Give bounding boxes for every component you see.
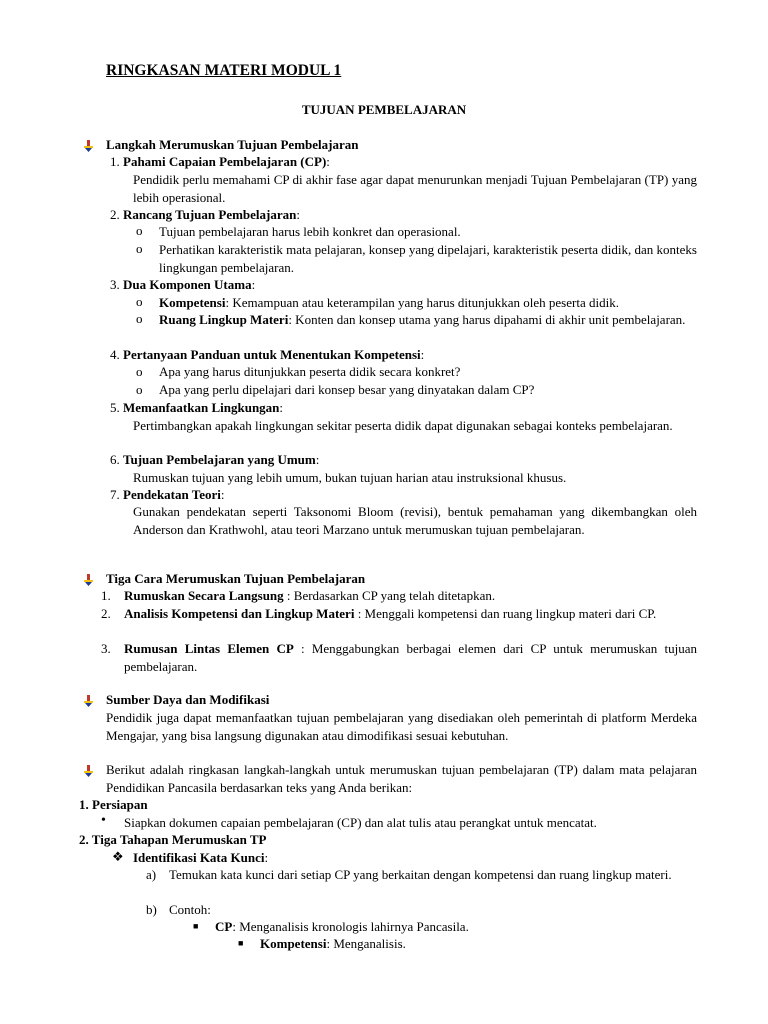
- list-number: 1.: [101, 588, 111, 603]
- list-item-text: Pendidik perlu memahami CP di akhir fase agar dapat menurunkan menjadi Tujuan Pembelajaran (TP) yang lebih operasional.: [133, 172, 697, 205]
- list-item-label: Tujuan Pembelajaran yang Umum: [123, 452, 316, 467]
- part-heading-persiapan: 1. Persiapan: [79, 797, 148, 812]
- section-heading-tiga-cara: Tiga Cara Merumuskan Tujuan Pembelajaran: [106, 571, 366, 586]
- pushpin-arrow-icon: [83, 140, 94, 152]
- circle-bullet: o: [136, 382, 143, 397]
- square-bullet-icon: ■: [238, 938, 244, 948]
- bullet-text: Apa yang perlu dipelajari dari konsep besar yang dinyatakan dalam CP?: [159, 382, 535, 397]
- list-item-label: Dua Komponen Utama: [123, 277, 252, 292]
- list-item-label: Pendekatan Teori: [123, 487, 221, 502]
- list-item: Rumuskan Secara Langsung : Berdasarkan CP yang telah ditetapkan.: [124, 588, 496, 603]
- bullet-text: Tujuan pembelajaran harus lebih konkret dan operasional.: [159, 224, 461, 239]
- bullet-dot: •: [101, 813, 106, 828]
- list-number: 3.: [101, 641, 111, 656]
- bullet-text: Kompetensi: Kemampuan atau keterampilan yang harus ditunjukkan oleh peserta didik.: [159, 295, 619, 310]
- list-number: 1.: [110, 154, 120, 169]
- pushpin-arrow-icon: [83, 574, 94, 586]
- list-item-4: 4. Pertanyaan Panduan untuk Menentukan Kompetensi:: [110, 347, 425, 362]
- sub-label-a: a): [146, 867, 157, 882]
- four-diamond-icon: ❖: [112, 849, 124, 864]
- list-item-1: 1. Pahami Capaian Pembelajaran (CP):: [110, 154, 330, 169]
- sub-label-b: b): [146, 902, 157, 917]
- list-item: Analisis Kompetensi dan Lingkup Materi : Menggali kompetensi dan ruang lingkup materi dari CP.: [124, 606, 657, 621]
- circle-bullet: o: [136, 311, 143, 326]
- square-bullet-icon: ■: [193, 921, 199, 931]
- sub-text-b: Contoh:: [169, 902, 211, 917]
- bullet-text: Siapkan dokumen capaian pembelajaran (CP) dan alat tulis atau perangkat untuk mencatat.: [124, 815, 597, 830]
- section-heading-langkah: Langkah Merumuskan Tujuan Pembelajaran: [106, 137, 359, 152]
- list-item-label: Pahami Capaian Pembelajaran (CP): [123, 154, 327, 169]
- kompetensi-example: Kompetensi: Menganalisis.: [260, 936, 406, 951]
- pushpin-arrow-icon: [83, 765, 94, 777]
- page-subtitle: TUJUAN PEMBELAJARAN: [301, 102, 467, 117]
- list-item-label: Rancang Tujuan Pembelajaran: [123, 207, 297, 222]
- list-number: 2.: [101, 606, 111, 621]
- section-intro: Berikut adalah ringkasan langkah-langkah untuk merumuskan tujuan pembelajaran (TP) dalam mata pelajaran Pendidikan Pancasila berdasarkan teks yang Anda berikan:: [106, 762, 697, 795]
- page-title: RINGKASAN MATERI MODUL 1: [106, 62, 342, 79]
- list-item-6: 6. Tujuan Pembelajaran yang Umum:: [110, 452, 320, 467]
- list-item-3: 3. Dua Komponen Utama:: [110, 277, 256, 292]
- list-item-text: Rumuskan tujuan yang lebih umum, bukan tujuan harian atau instruksional khusus.: [133, 470, 567, 485]
- pushpin-arrow-icon: [83, 695, 94, 707]
- list-item-7: 7. Pendekatan Teori:: [110, 487, 225, 502]
- stage-label: Identifikasi Kata Kunci:: [133, 850, 269, 865]
- list-item-text: Pertimbangkan apakah lingkungan sekitar peserta didik dapat digunakan sebagai konteks pembelajaran.: [133, 418, 673, 433]
- list-item-text: Gunakan pendekatan seperti Taksonomi Bloom (revisi), bentuk pemahaman yang dikembangkan oleh Anderson dan Krathwohl, atau teori Marzano untuk merumuskan tujuan pembelajaran.: [133, 504, 697, 537]
- list-item-label: Memanfaatkan Lingkungan: [123, 400, 280, 415]
- list-item: Rumusan Lintas Elemen CP : Menggabungkan berbagai elemen dari CP untuk merumuskan tujuan pembelajaran.: [124, 641, 698, 674]
- section-heading-sumber-daya: Sumber Daya dan Modifikasi: [106, 692, 270, 707]
- circle-bullet: o: [136, 241, 143, 256]
- list-item-5: 5. Memanfaatkan Lingkungan:: [110, 400, 284, 415]
- sub-text-a: Temukan kata kunci dari setiap CP yang berkaitan dengan kompetensi dan ruang lingkup materi.: [169, 867, 672, 882]
- circle-bullet: o: [136, 223, 143, 238]
- circle-bullet: o: [136, 294, 143, 309]
- list-item-2: 2. Rancang Tujuan Pembelajaran:: [110, 207, 300, 222]
- circle-bullet: o: [136, 364, 143, 379]
- cp-example: CP: Menganalisis kronologis lahirnya Pancasila.: [215, 919, 469, 934]
- bullet-text: Perhatikan karakteristik mata pelajaran, konsep yang dipelajari, karakteristik peserta didik, dan konteks lingkungan pembelajaran.: [159, 242, 697, 275]
- list-item-label: Pertanyaan Panduan untuk Menentukan Kompetensi: [123, 347, 421, 362]
- bullet-text: Apa yang harus ditunjukkan peserta didik secara konkret?: [159, 364, 461, 379]
- section-text: Pendidik juga dapat memanfaatkan tujuan pembelajaran yang disediakan oleh pemerintah di platform Merdeka Mengajar, yang bisa langsung digunakan atau dimodifikasi sesuai kebutuhan.: [106, 710, 697, 743]
- part-heading-tahapan: 2. Tiga Tahapan Merumuskan TP: [79, 832, 267, 847]
- bullet-text: Ruang Lingkup Materi: Konten dan konsep utama yang harus dipahami di akhir unit pembelajaran.: [159, 312, 686, 327]
